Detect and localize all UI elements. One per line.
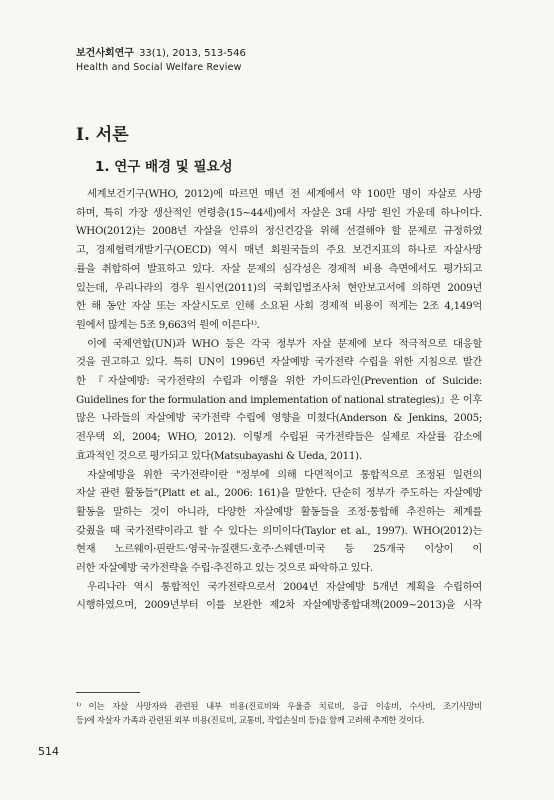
text-line: 많은 나라들의 자살예방 국가전략 수립에 영향을 미쳤다(Anderson & Jenkins, 2005; xyxy=(76,412,482,425)
text-line: 러한 자살예방 국가전략을 수립·추진하고 있는 것으로 파악하고 있다. xyxy=(76,562,373,575)
journal-issue: 33(1), 2013, 513-546 xyxy=(139,48,246,59)
text-line: 시행하였으며, 2009년부터 이를 보완한 제2차 자살예방종합대책(2009~2013)을 시작 xyxy=(76,599,482,612)
text-line: 이에 국제연합(UN)과 WHO 등은 각국 정부가 자살 문제에 보다 적극적으로 대응할 xyxy=(87,337,482,350)
footnote-line: 등)에 자살자 가족과 관련된 외부 비용(진료비, 교통비, 작업손실비 등)을 함께 고려해 추계한 것이다. xyxy=(76,715,425,725)
footnote-line: ¹⁾ 이는 자살 사망자와 관련된 내부 비용(진료비와 우울증 치료비, 응급 이송비, 수사비, 조기사망비 xyxy=(76,701,482,711)
page-number: 514 xyxy=(38,745,59,758)
text-line: 갖췄을 때 국가전략이라고 할 수 있다는 의미이다(Taylor et al., 1997). WHO(2012)는 xyxy=(76,524,482,537)
text-line: Guidelines for the formulation and implementation of national strategies)』은 이후 xyxy=(76,393,482,406)
text-line: 한 해 동안 자살 또는 자살시도로 인해 소요된 사회 경제적 비용이 적게는 2조 4,149억 xyxy=(76,300,482,313)
body-text xyxy=(76,185,482,615)
footnote xyxy=(76,699,482,727)
section-title: Ⅰ. 서론 xyxy=(76,125,129,145)
text-line: 활동을 말하는 것이 아니라, 다양한 자살예방 활동들을 조정·통합해 추진하는 체계를 xyxy=(76,505,482,518)
subsection-title: 1. 연구 배경 및 필요성 xyxy=(95,159,233,175)
text-line: 원에서 많게는 5조 9,663억 원에 이른다¹⁾. xyxy=(76,318,260,331)
text-line: 자살 관련 활동들"(Platt et al., 2006: 161)을 말한다. 단순히 정부가 주도하는 자살예방 xyxy=(76,487,482,500)
text-line: 전우택 외, 2004; WHO, 2012). 이렇게 수립된 국가전략들은 실제로 자살률 감소에 xyxy=(76,431,482,444)
text-line: 한 『자살예방: 국가전략의 수립과 이행을 위한 가이드라인(Prevention of Suicide: xyxy=(76,375,482,388)
text-line: WHO(2012)는 2008년 자살을 인류의 정신건강을 위해 선결해야 할 문제로 규정하였 xyxy=(76,225,482,238)
text-line: 있는데, 우리나라의 경우 원시연(2011)의 국회입법조사처 현안보고서에 의하면 2009년 xyxy=(76,281,482,294)
text-line: 현재 노르웨이·핀란드·영국·뉴질랜드·호주·스웨덴·미국 등 25개국 이상이 이 xyxy=(76,543,482,556)
text-line: 자살예방을 위한 국가전략이란 "정부에 의해 다면적이고 통합적으로 조정된 일련의 xyxy=(87,468,482,481)
journal-header xyxy=(76,44,246,75)
text-line: 하며, 특히 가장 생산적인 연령층(15~44세)에서 자살은 3대 사망 원인 가운데 하나이다. xyxy=(76,206,482,219)
journal-title: 보건사회연구 xyxy=(76,48,134,59)
text-line: 세계보건기구(WHO, 2012)에 따르면 매년 전 세계에서 약 100만 명이 자살로 사망 xyxy=(87,188,482,200)
footnote-divider xyxy=(76,692,140,693)
journal-english-title: Health and Social Welfare Review xyxy=(76,62,242,73)
text-line: 우리나라 역시 통합적인 국가전략으로서 2004년 자살예방 5개년 계획을 수립하여 xyxy=(87,580,482,593)
text-line: 률을 취합하여 발표하고 있다. 자살 문제의 심각성은 경제적 비용 측면에서도 평가되고 xyxy=(76,262,482,275)
text-line: 것을 권고하고 있다. 특히 UN이 1996년 자살예방 국가전략 수립을 위한 지침으로 발간 xyxy=(76,356,482,369)
text-line: 고, 경제협력개발기구(OECD) 역시 매년 회원국들의 주요 보건지표의 하나로 자살사망 xyxy=(76,244,482,257)
text-line: 효과적인 것으로 평가되고 있다(Matsubayashi & Ueda, 2011). xyxy=(76,449,362,462)
